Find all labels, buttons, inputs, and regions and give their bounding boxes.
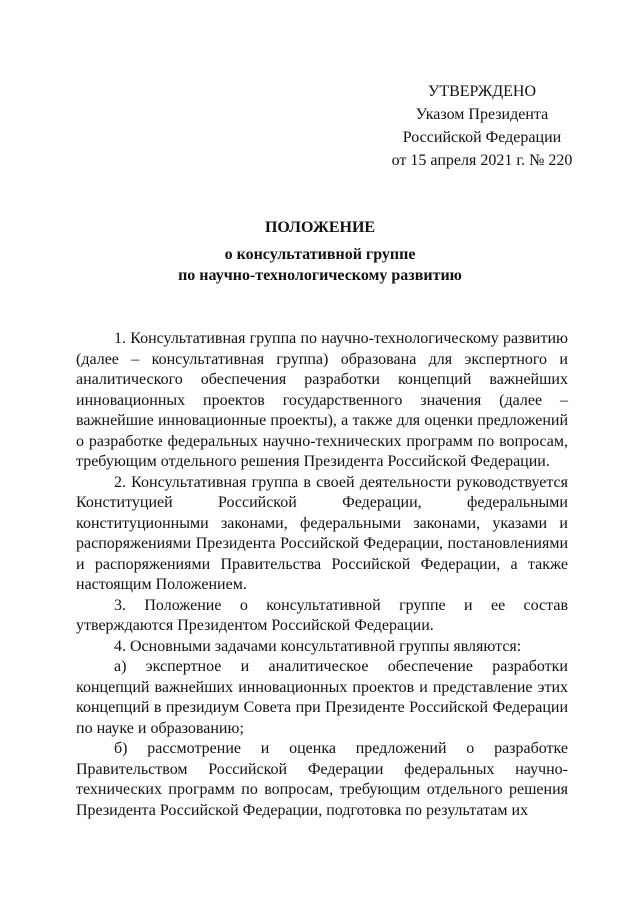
approval-date: от 15 апреля 2021 г. № 220 — [391, 152, 573, 169]
approval-heading: УТВЕРЖДЕНО — [427, 83, 536, 100]
approval-decree: Указом Президента — [415, 106, 549, 123]
paragraph-4b: б) рассмотрение и оценка предложений о разработке Правительством Российской Федерации федеральных научно-технических программ по вопросам, требующим отдельного решения Президента Российской Федерации, подготовка по результатам их — [76, 740, 568, 819]
document-subtitle-line-2: по научно-технологическому развитию — [178, 267, 462, 284]
document-title: ПОЛОЖЕНИЕ — [264, 219, 376, 236]
document-body — [76, 329, 568, 821]
paragraph-4: 4. Основными задачами консультативной группы являются: — [114, 637, 522, 655]
document-subtitle-line-1: о консультативной группе — [224, 246, 416, 263]
approval-country: Российской Федерации — [402, 129, 562, 146]
paragraph-1: 1. Консультативная группа по научно-технологическому развитию (далее – консультативная группа) образована для экспертного и аналитического обеспечения разработки концепций важнейших инновационных проектов государственного значения (далее – важнейшие инновационные проекты), а также для оценки предложений о разработке федеральных научно-технических программ по вопросам, требующим отдельного решения Президента Российской Федерации. — [76, 330, 568, 470]
paragraph-4a: а) экспертное и аналитическое обеспечение разработки концепций важнейших инновационных проектов и представление этих концепций в президиум Совета при Президенте Российской Федерации по науке и образованию; — [76, 658, 568, 737]
paragraph-3: 3. Положение о консультативной группе и ее состав утверждаются Президентом Российской Федерации. — [76, 596, 568, 634]
paragraph-2: 2. Консультативная группа в своей деятельности руководствуется Конституцией Российской Федерации, федеральными конституционными законами, федеральными законами, указами и распоряжениями Президента Российской Федерации, постановлениями и распоряжениями Правительства Российской Федерации, а также настоящим Положением. — [76, 473, 568, 593]
document-title-block — [0, 216, 640, 286]
approval-stamp — [382, 80, 582, 172]
